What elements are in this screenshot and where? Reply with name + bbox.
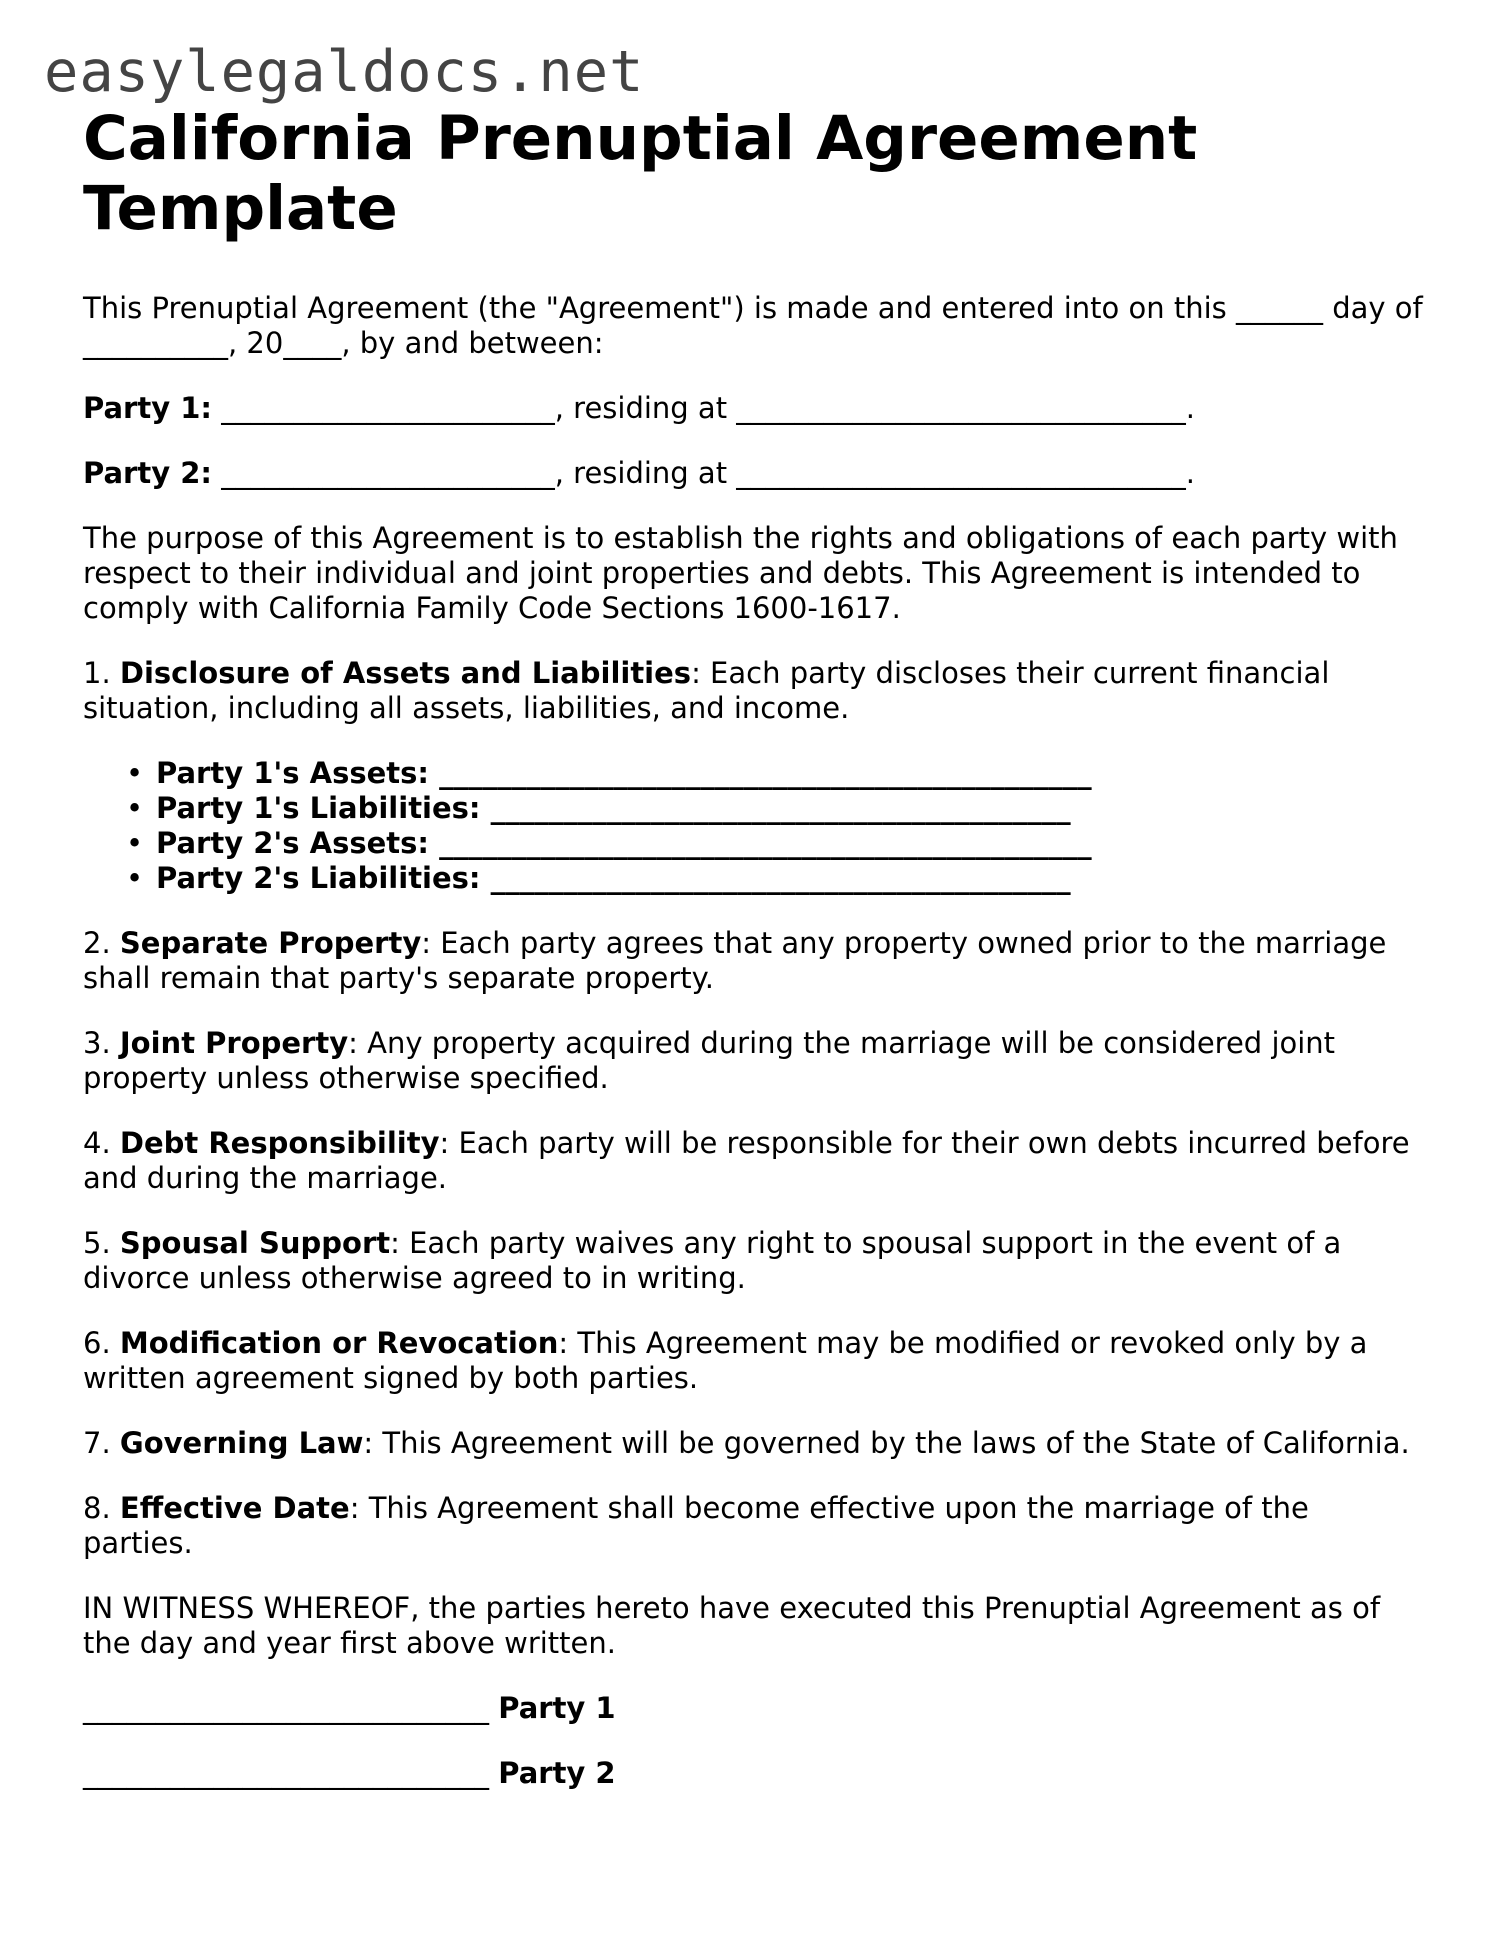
section-number: 7.	[83, 1426, 111, 1460]
section-heading: Joint Property	[119, 1026, 349, 1060]
section-1-number: 1.	[83, 656, 111, 690]
section-6	[83, 1326, 1423, 1396]
party-2-line	[83, 456, 1423, 491]
bullet-icon: •	[126, 826, 144, 860]
purpose-paragraph: The purpose of this Agreement is to establish the rights and obligations of each party with respect to their individual and joint properties and debts. This Agreement is intended to comply with California Family Code Sections 1600-1617.	[83, 521, 1398, 625]
party-1-line	[83, 391, 1423, 426]
document-title: California Prenuptial Agreement Template	[83, 103, 1198, 244]
section-number: 6.	[83, 1326, 111, 1360]
section-7	[83, 1426, 1423, 1461]
section-number: 5.	[83, 1226, 111, 1260]
witness-paragraph: IN WITNESS WHEREOF, the parties hereto have executed this Prenuptial Agreement as of the day and year first above written.	[83, 1591, 1381, 1660]
section-text: : Each party waives any right to spousal support in the event of a divorce unless otherwise agreed to in writing.	[83, 1226, 1342, 1295]
section-8	[83, 1491, 1423, 1561]
section-number: 4.	[83, 1126, 111, 1160]
section-number: 3.	[83, 1026, 111, 1060]
signature-line-party-1	[83, 1691, 1423, 1726]
disclosure-item-text: Party 1's Liabilities: ________________________________________	[156, 791, 1071, 825]
site-watermark: easylegaldocs.net	[44, 39, 645, 105]
section-heading: Debt Responsibility	[119, 1126, 440, 1160]
section-5	[83, 1226, 1423, 1296]
section-1	[83, 656, 1423, 726]
party-2-text: _______________________, residing at _______________________________.	[212, 456, 1195, 490]
signature-blank: ____________________________	[83, 1756, 489, 1790]
section-heading: Effective Date	[119, 1491, 350, 1525]
disclosure-item-text: Party 1's Assets: _____________________________________________	[156, 756, 1092, 790]
bullet-icon: •	[126, 756, 144, 790]
intro-paragraph: This Prenuptial Agreement (the "Agreement") is made and entered into on this ______ day of __________, 20____, by and between:	[83, 291, 1423, 360]
disclosure-item-text: Party 2's Assets: _____________________________________________	[156, 826, 1092, 860]
section-text: : Each party agrees that any property owned prior to the marriage shall remain that party's separate property.	[83, 926, 1387, 995]
section-3	[83, 1026, 1423, 1096]
signature-line-party-2	[83, 1756, 1423, 1791]
bullet-icon: •	[126, 791, 144, 825]
party-1-text: _______________________, residing at _______________________________.	[212, 391, 1195, 425]
document-page	[83, 104, 1423, 1791]
section-number: 8.	[83, 1491, 111, 1525]
section-heading: Separate Property	[119, 926, 422, 960]
section-heading: Governing Law	[119, 1426, 364, 1460]
list-item	[126, 861, 1423, 896]
disclosure-list	[83, 756, 1423, 896]
party-2-label: Party 2:	[83, 456, 212, 490]
section-text: : Any property acquired during the marriage will be considered joint property unless otherwise specified.	[83, 1026, 1336, 1095]
signature-label: Party 2	[498, 1756, 616, 1790]
signature-blank: ____________________________	[83, 1691, 489, 1725]
bullet-icon: •	[126, 861, 144, 895]
disclosure-item-text: Party 2's Liabilities: ________________________________________	[156, 861, 1071, 895]
section-1-text: : Each party discloses their current financial situation, including all assets, liabilities, and income.	[83, 656, 1330, 725]
signature-label: Party 1	[498, 1691, 616, 1725]
section-text: : This Agreement may be modified or revoked only by a written agreement signed by both parties.	[83, 1326, 1368, 1395]
section-text: : Each party will be responsible for their own debts incurred before and during the marriage.	[83, 1126, 1410, 1195]
section-4	[83, 1126, 1423, 1196]
section-2	[83, 926, 1423, 996]
section-number: 2.	[83, 926, 111, 960]
list-item	[126, 791, 1423, 826]
section-heading: Modification or Revocation	[119, 1326, 559, 1360]
list-item	[126, 756, 1423, 791]
section-1-heading: Disclosure of Assets and Liabilities	[119, 656, 692, 690]
party-1-label: Party 1:	[83, 391, 212, 425]
section-heading: Spousal Support	[119, 1226, 391, 1260]
list-item	[126, 826, 1423, 861]
section-text: : This Agreement shall become effective upon the marriage of the parties.	[83, 1491, 1309, 1560]
section-text: : This Agreement will be governed by the laws of the State of California.	[363, 1426, 1410, 1460]
